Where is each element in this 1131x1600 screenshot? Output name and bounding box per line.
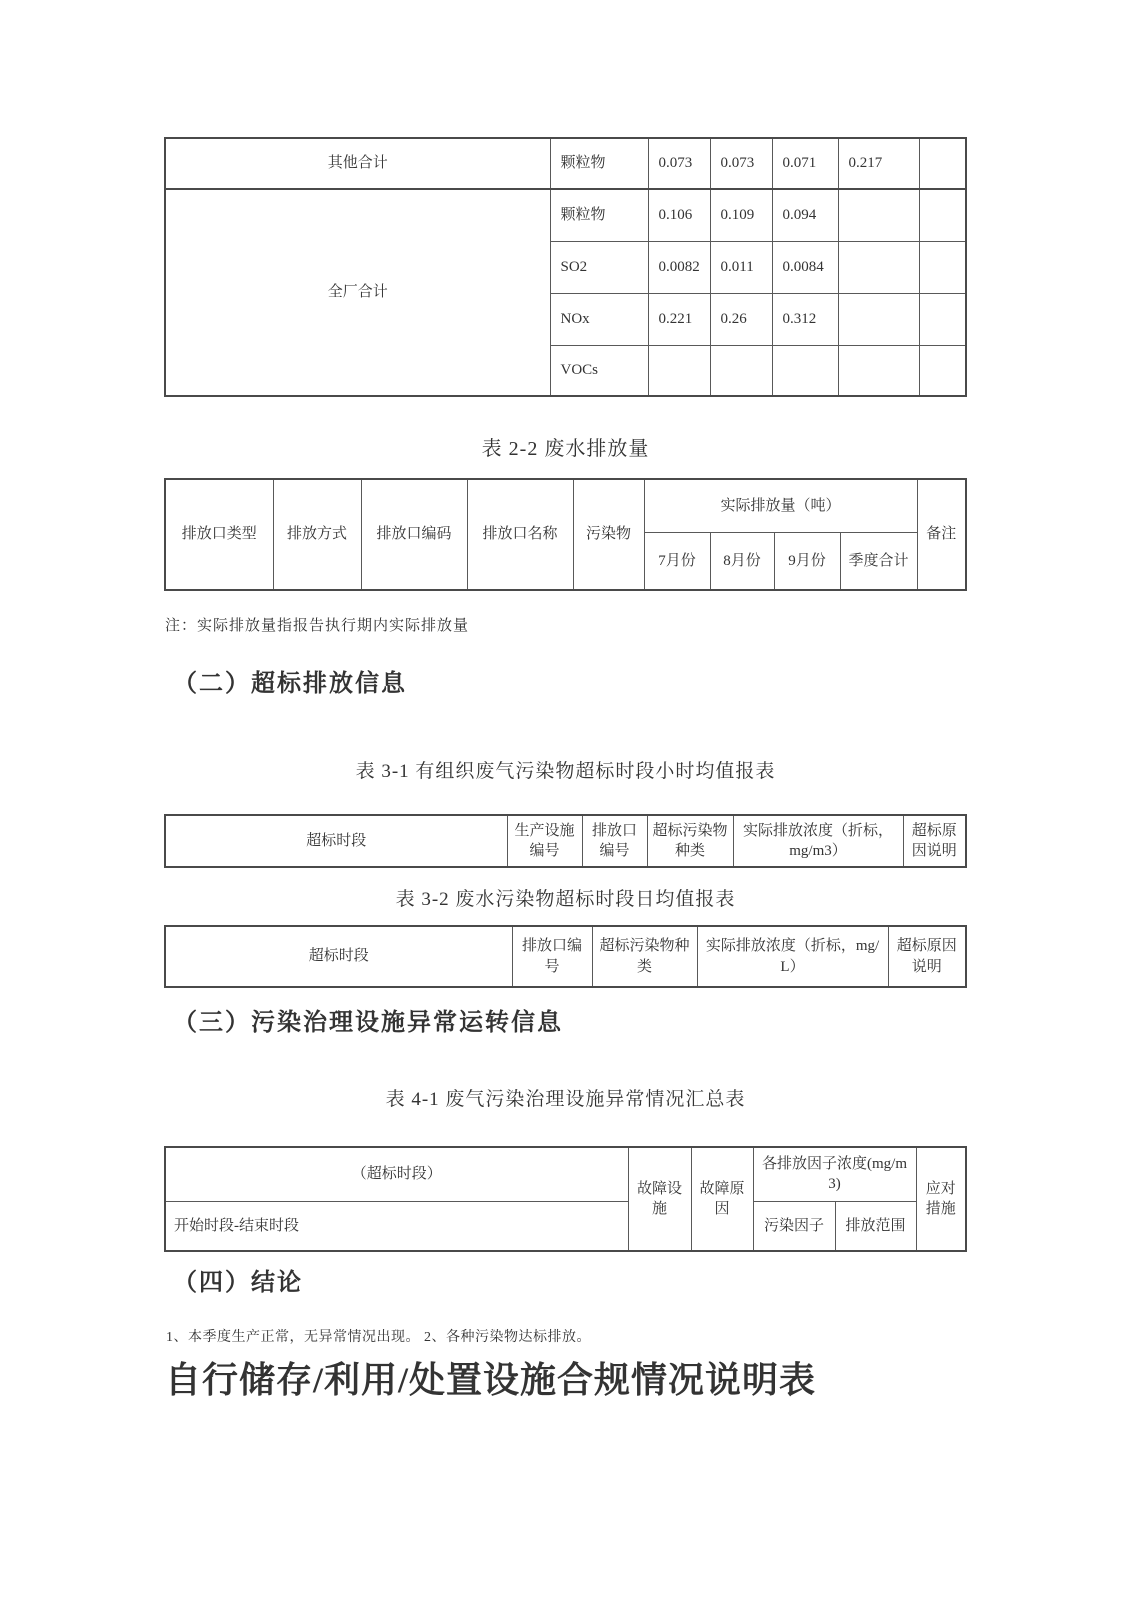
- abnormal-operation-table: [164, 1146, 967, 1252]
- wastewater-discharge-table: [164, 478, 967, 591]
- table-row: [165, 926, 966, 987]
- summary-category-plant: 全厂合计: [165, 189, 550, 396]
- table-3-2-title: 表 3-2 废水污染物超标时段日均值报表: [395, 889, 736, 910]
- value-jul: 0.106: [648, 189, 710, 241]
- header-fault-facility: 故障设施: [628, 1147, 691, 1251]
- value-quarter-total: [838, 345, 919, 396]
- header-exceed-period: 超标时段: [165, 815, 507, 867]
- pollutant-cell: 颗粒物: [550, 138, 648, 189]
- air-exceed-table: [164, 814, 967, 868]
- value-aug: 0.011: [710, 241, 772, 293]
- header-pollutant-type: 超标污染物种类: [647, 815, 733, 867]
- bottom-section-title: 自行储存/利用/处置设施合规情况说明表: [165, 1360, 817, 1400]
- header-reason: 超标原因说明: [888, 926, 966, 987]
- table-4-1-title: 表 4-1 废气污染治理设施异常情况汇总表: [385, 1089, 746, 1110]
- header-aug: 8月份: [710, 532, 774, 590]
- pollutant-cell: VOCs: [550, 345, 648, 396]
- value-quarter-total: [838, 293, 919, 345]
- header-pollutant-type: 超标污染物种类: [592, 926, 697, 987]
- remark-cell: [919, 293, 966, 345]
- value-aug: 0.109: [710, 189, 772, 241]
- header-facility-no: 生产设施编号: [507, 815, 582, 867]
- section-2-heading: （二）超标排放信息: [173, 671, 407, 697]
- section-4-heading: （四）结论: [173, 1270, 303, 1296]
- value-aug: [710, 345, 772, 396]
- header-factor-concentration: 各排放因子浓度(mg/m3): [753, 1147, 916, 1201]
- header-discharge-mode: 排放方式: [273, 479, 361, 590]
- value-jul: [648, 345, 710, 396]
- value-sep: 0.094: [772, 189, 838, 241]
- remark-cell: [919, 241, 966, 293]
- table-row: [165, 1147, 966, 1201]
- table-row: [165, 1201, 966, 1251]
- header-quarter-total: 季度合计: [840, 532, 917, 590]
- table-row: [165, 189, 966, 241]
- pollutant-cell: 颗粒物: [550, 189, 648, 241]
- emission-summary-table: [164, 137, 967, 397]
- header-outlet-no: 排放口编号: [582, 815, 647, 867]
- header-jul: 7月份: [644, 532, 710, 590]
- header-pollution-factor: 污染因子: [753, 1201, 835, 1251]
- header-remark: 备注: [917, 479, 966, 590]
- value-sep: [772, 345, 838, 396]
- table-3-1-title: 表 3-1 有组织废气污染物超标时段小时均值报表: [355, 761, 776, 782]
- value-quarter-total: 0.217: [838, 138, 919, 189]
- remark-cell: [919, 189, 966, 241]
- value-sep: 0.071: [772, 138, 838, 189]
- value-aug: 0.073: [710, 138, 772, 189]
- table-row: [165, 479, 966, 532]
- header-actual-amount: 实际排放量（吨）: [644, 479, 917, 532]
- table-2-2-note: 注：实际排放量指报告执行期内实际排放量: [165, 618, 470, 634]
- header-exceed-period: 超标时段: [165, 926, 512, 987]
- header-concentration: 实际排放浓度（折标，mg/L）: [697, 926, 888, 987]
- remark-cell: [919, 345, 966, 396]
- value-quarter-total: [838, 189, 919, 241]
- value-jul: 0.073: [648, 138, 710, 189]
- table-row: [165, 815, 966, 867]
- pollutant-cell: SO2: [550, 241, 648, 293]
- value-sep: 0.312: [772, 293, 838, 345]
- value-sep: 0.0084: [772, 241, 838, 293]
- pollutant-cell: NOx: [550, 293, 648, 345]
- header-reason: 超标原因说明: [903, 815, 966, 867]
- header-outlet-code: 排放口编码: [361, 479, 467, 590]
- remark-cell: [919, 138, 966, 189]
- value-quarter-total: [838, 241, 919, 293]
- header-outlet-name: 排放口名称: [467, 479, 573, 590]
- value-aug: 0.26: [710, 293, 772, 345]
- header-pollutant: 污染物: [573, 479, 644, 590]
- header-fault-reason: 故障原因: [691, 1147, 753, 1251]
- header-concentration: 实际排放浓度（折标，mg/m3）: [733, 815, 903, 867]
- header-period-top: （超标时段）: [165, 1147, 628, 1201]
- water-exceed-table: [164, 925, 967, 988]
- table-2-2-title: 表 2-2 废水排放量: [481, 438, 650, 460]
- header-outlet-type: 排放口类型: [165, 479, 273, 590]
- conclusion-text: 1、本季度生产正常，无异常情况出现。 2、各种污染物达标排放。: [166, 1330, 591, 1345]
- table-row: [165, 138, 966, 189]
- section-3-heading: （三）污染治理设施异常运转信息: [173, 1010, 563, 1036]
- header-countermeasure: 应对措施: [916, 1147, 966, 1251]
- header-period-bottom: 开始时段-结束时段: [165, 1201, 628, 1251]
- value-jul: 0.0082: [648, 241, 710, 293]
- header-sep: 9月份: [774, 532, 840, 590]
- summary-category-other: 其他合计: [165, 138, 550, 189]
- header-emission-range: 排放范围: [835, 1201, 916, 1251]
- header-outlet-no: 排放口编号: [512, 926, 592, 987]
- value-jul: 0.221: [648, 293, 710, 345]
